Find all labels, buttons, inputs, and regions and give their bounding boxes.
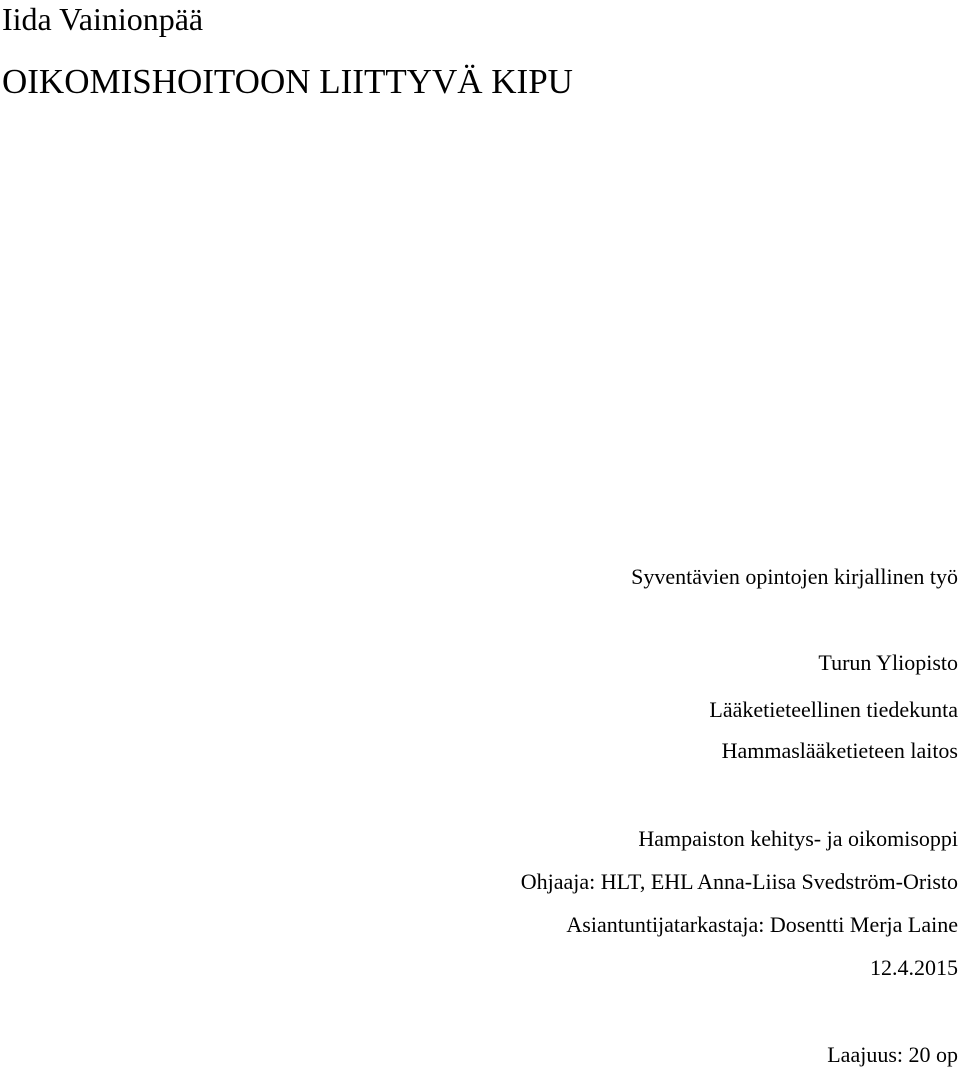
supervisor: Ohjaaja: HLT, EHL Anna-Liisa Svedström-Oristo	[520, 869, 958, 894]
date: 12.4.2015	[870, 955, 958, 980]
university: Turun Yliopisto	[818, 650, 958, 675]
author-name: Iida Vainionpää	[2, 1, 204, 37]
department: Hammaslääketieteen laitos	[721, 738, 958, 763]
work-type: Syventävien opintojen kirjallinen työ	[631, 564, 958, 589]
thesis-title: OIKOMISHOITOON LIITTYVÄ KIPU	[2, 62, 573, 101]
reviewer: Asiantuntijatarkastaja: Dosentti Merja Laine	[566, 912, 958, 937]
scope: Laajuus: 20 op	[827, 1042, 958, 1067]
faculty: Lääketieteellinen tiedekunta	[709, 697, 958, 722]
subject: Hampaiston kehitys- ja oikomisoppi	[638, 826, 958, 851]
